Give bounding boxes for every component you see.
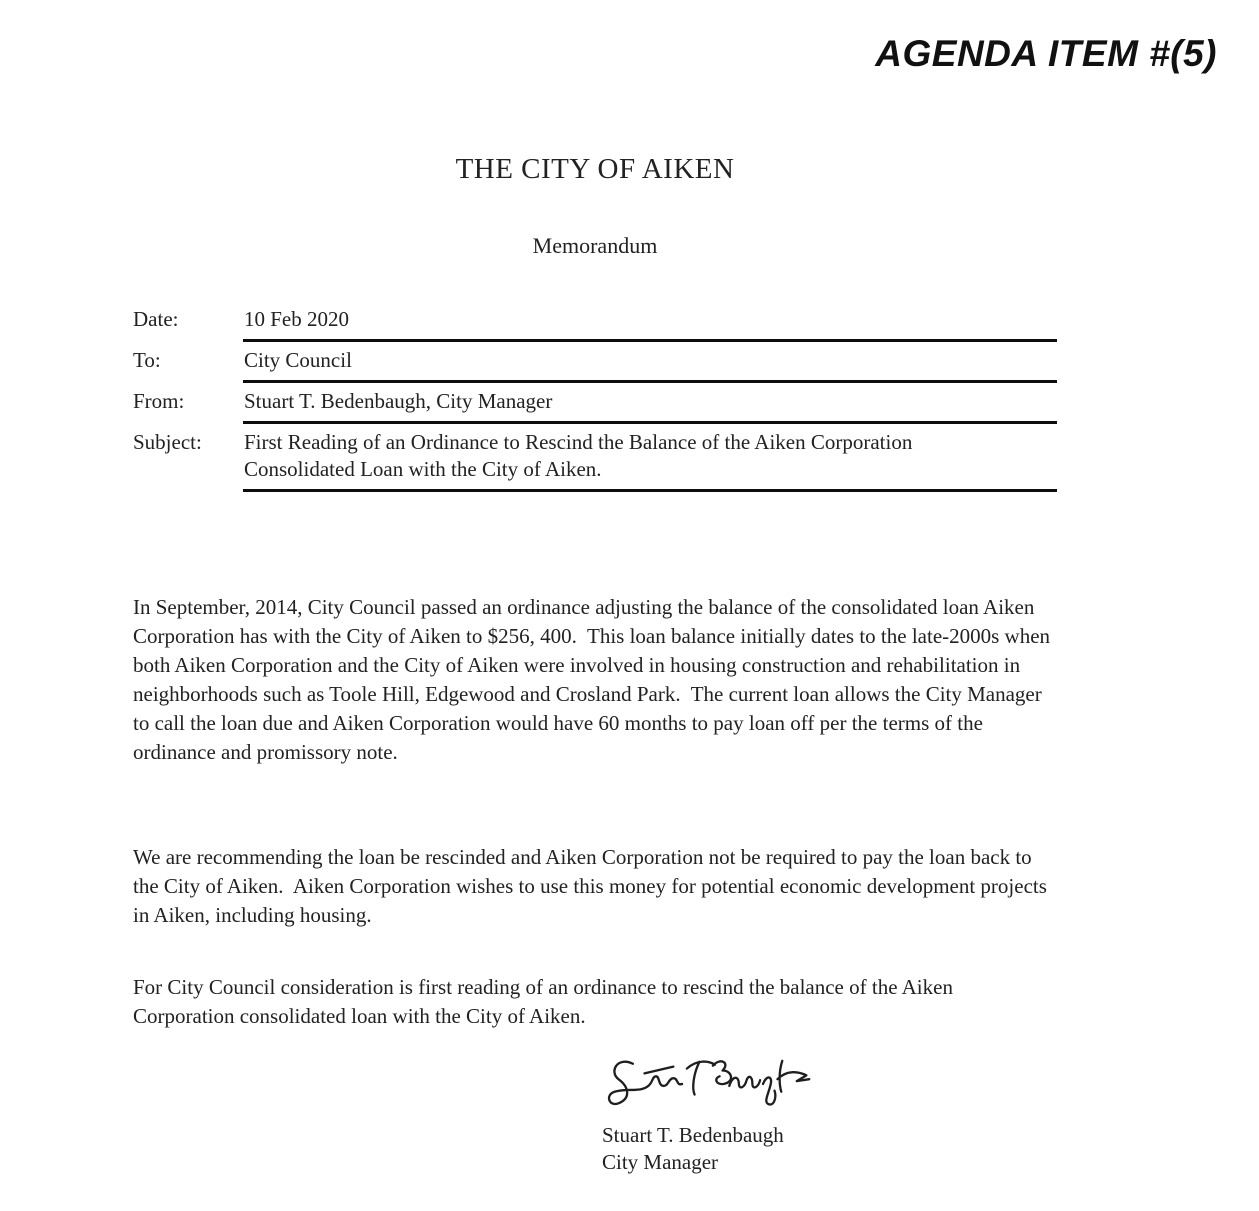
signer-name: Stuart T. Bedenbaugh: [602, 1123, 784, 1147]
memo-header-fields: [133, 306, 1057, 497]
date-value-cell: [243, 306, 1057, 342]
body-paragraph-3: For City Council consideration is first reading of an ordinance to rescind the balance of the Aiken Corporation consolidated loan with the City of Aiken.: [133, 975, 959, 1028]
agenda-item-label: AGENDA ITEM #(5): [875, 33, 1217, 74]
from-value-cell: [243, 388, 1057, 424]
body-paragraph-1: In September, 2014, City Council passed an ordinance adjusting the balance of the consolidated loan Aiken Corporation has with the City of Aiken to $256, 400. This loan balance initially dates to the late-2000s when both Aiken Corporation and the City of Aiken were involved in housing construction and rehabilitation in neighborhoods such as Toole Hill, Edgewood and Crosland Park. The current loan allows the City Manager to call the loan due and Aiken Corporation would have 60 months to pay loan off per the terms of the ordinance and promissory note.: [133, 595, 1056, 764]
date-label: Date:: [133, 307, 179, 331]
handwritten-signature-icon: [604, 1052, 816, 1116]
document-subtitle: Memorandum: [532, 233, 658, 258]
signer-title: City Manager: [602, 1150, 719, 1174]
to-value-cell: [243, 347, 1057, 383]
from-value: Stuart T. Bedenbaugh, City Manager: [244, 389, 553, 413]
memo-row-subject: [133, 429, 1057, 492]
from-label: From:: [133, 389, 185, 413]
body-paragraph-2: We are recommending the loan be rescinded and Aiken Corporation not be required to pay the loan back to the City of Aiken. Aiken Corporation wishes to use this money for potential economic development projects in Aiken, including housing.: [133, 845, 1053, 927]
signature-block: [602, 1052, 922, 1176]
subject-value: First Reading of an Ordinance to Rescind the Balance of the Aiken Corporation Consolidated Loan with the City of Aiken.: [244, 430, 913, 481]
date-value: 10 Feb 2020: [244, 307, 349, 331]
subject-value-cell: [243, 429, 1057, 492]
memo-row-to: [133, 347, 1057, 383]
subject-label: Subject:: [133, 430, 202, 454]
to-label: To:: [133, 348, 161, 372]
memo-row-date: [133, 306, 1057, 342]
page-title: THE CITY OF AIKEN: [455, 153, 735, 185]
memo-row-from: [133, 388, 1057, 424]
to-value: City Council: [244, 348, 352, 372]
